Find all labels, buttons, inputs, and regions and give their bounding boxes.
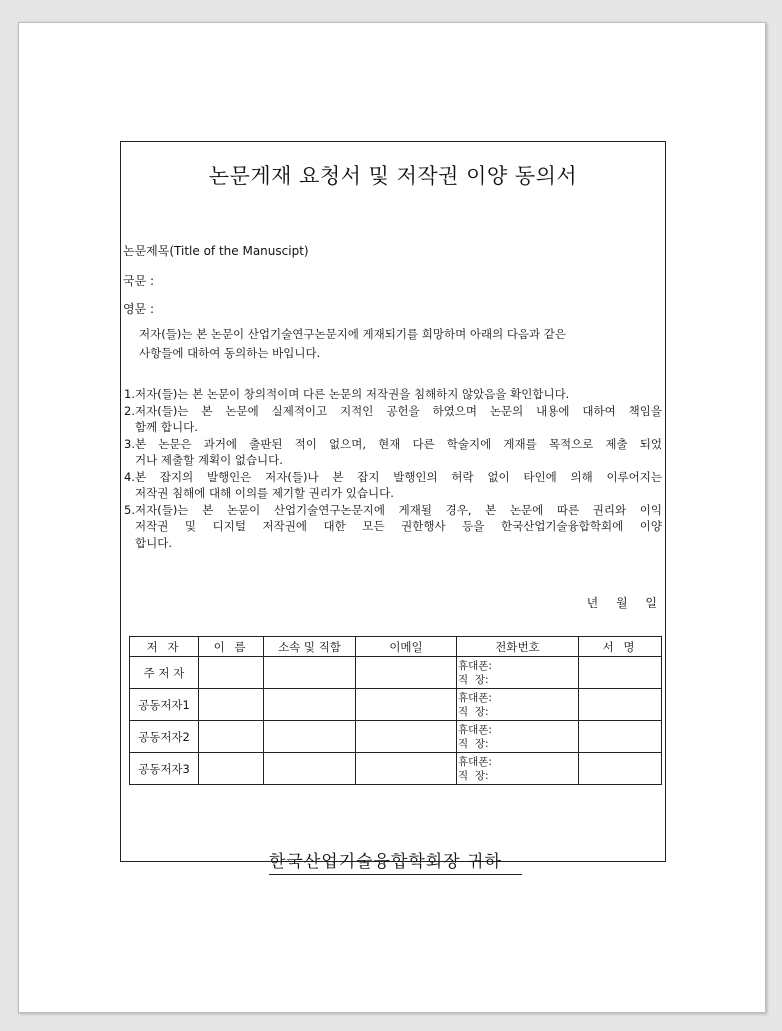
email-cell[interactable] bbox=[356, 753, 457, 785]
agreement-item bbox=[124, 436, 662, 469]
signature-cell[interactable] bbox=[579, 753, 662, 785]
column-header: 전화번호 bbox=[457, 637, 579, 657]
item-text: 거나 제출할 계획이 없습니다. bbox=[135, 453, 283, 467]
table-row bbox=[130, 753, 662, 785]
table-row bbox=[130, 721, 662, 753]
name-cell[interactable] bbox=[199, 753, 264, 785]
intro-line: 사항들에 대하여 동의하는 바입니다. bbox=[139, 346, 321, 360]
email-cell[interactable] bbox=[356, 689, 457, 721]
name-cell[interactable] bbox=[199, 657, 264, 689]
addressee-line: 한국산업기술융합학회장 귀하 bbox=[269, 847, 522, 875]
phone-cell[interactable] bbox=[457, 689, 579, 721]
mobile-label: 휴대폰: bbox=[458, 659, 492, 672]
name-cell[interactable] bbox=[199, 721, 264, 753]
column-header: 서 명 bbox=[579, 637, 662, 657]
item-text: 저작권 및 디지털 저작권에 대한 모든 권한행사 등을 한국산업기술융합학회에 이양 bbox=[135, 519, 662, 533]
item-number: 2. bbox=[124, 403, 135, 418]
agreement-list bbox=[124, 386, 662, 551]
item-number: 3. bbox=[124, 436, 135, 451]
affiliation-cell[interactable] bbox=[264, 657, 356, 689]
mobile-label: 휴대폰: bbox=[458, 723, 492, 736]
column-header: 이 름 bbox=[199, 637, 264, 657]
manuscript-title-label: 논문제목(Title of the Manuscipt) bbox=[123, 244, 309, 258]
phone-cell[interactable] bbox=[457, 657, 579, 689]
date-year-label: 년 bbox=[586, 596, 599, 610]
author-role-cell: 공동저자3 bbox=[130, 753, 199, 785]
date-month-label: 월 bbox=[615, 596, 628, 610]
item-text: 저자(들)는 본 논문에 실제적이고 지적인 공헌을 하였으며 논문의 내용에 대하여 책임을 bbox=[135, 403, 662, 418]
english-title-label: 영문 : bbox=[123, 302, 155, 316]
table-header-row bbox=[130, 637, 662, 657]
item-number: 4. bbox=[124, 469, 135, 484]
email-cell[interactable] bbox=[356, 721, 457, 753]
intro-line: 저자(들)는 본 논문이 산업기술연구논문지에 게재되기를 희망하며 아래의 다음과 같은 bbox=[139, 327, 567, 341]
agreement-item bbox=[124, 403, 662, 436]
mobile-label: 휴대폰: bbox=[458, 755, 492, 768]
office-label: 직 장: bbox=[458, 705, 489, 718]
item-text: 저자(들)는 본 논문이 산업기술연구논문지에 게재될 경우, 본 논문에 따른 권리와 이익 bbox=[135, 502, 662, 517]
korean-title-label: 국문 : bbox=[123, 274, 155, 288]
author-role-cell: 공동저자1 bbox=[130, 689, 199, 721]
item-text: 본 잡지의 발행인은 저자(들)나 본 잡지 발행인의 허락 없이 타인에 의해 이루어지는 bbox=[135, 469, 662, 484]
affiliation-cell[interactable] bbox=[264, 721, 356, 753]
office-label: 직 장: bbox=[458, 737, 489, 750]
column-header: 이메일 bbox=[356, 637, 457, 657]
signature-cell[interactable] bbox=[579, 689, 662, 721]
agreement-item bbox=[124, 502, 662, 552]
agreement-item bbox=[124, 386, 662, 403]
item-text: 합니다. bbox=[135, 535, 172, 550]
item-text: 저작권 침해에 대해 이의를 제기할 권리가 있습니다. bbox=[135, 486, 394, 500]
signature-cell[interactable] bbox=[579, 721, 662, 753]
date-line bbox=[587, 594, 657, 611]
phone-cell[interactable] bbox=[457, 753, 579, 785]
author-role-cell: 주 저 자 bbox=[130, 657, 199, 689]
agreement-item bbox=[124, 469, 662, 502]
date-day-label: 일 bbox=[645, 596, 657, 610]
item-number: 5. bbox=[124, 502, 135, 517]
affiliation-cell[interactable] bbox=[264, 689, 356, 721]
office-label: 직 장: bbox=[458, 769, 489, 782]
signature-cell[interactable] bbox=[579, 657, 662, 689]
affiliation-cell[interactable] bbox=[264, 753, 356, 785]
mobile-label: 휴대폰: bbox=[458, 691, 492, 704]
column-header: 저 자 bbox=[130, 637, 199, 657]
item-text: 함께 합니다. bbox=[135, 420, 198, 434]
column-header: 소속 및 직함 bbox=[264, 637, 356, 657]
author-role-cell: 공동저자2 bbox=[130, 721, 199, 753]
item-text: 본 논문은 과거에 출판된 적이 없으며, 현재 다른 학술지에 게재를 목적으로 제출 되었 bbox=[135, 436, 662, 451]
office-label: 직 장: bbox=[458, 673, 489, 686]
authors-table bbox=[129, 636, 662, 785]
intro-paragraph bbox=[139, 325, 647, 363]
item-number: 1. bbox=[124, 387, 135, 401]
table-row bbox=[130, 689, 662, 721]
email-cell[interactable] bbox=[356, 657, 457, 689]
phone-cell[interactable] bbox=[457, 721, 579, 753]
form-title: 논문게재 요청서 및 저작권 이양 동의서 bbox=[208, 164, 578, 188]
consent-form bbox=[120, 141, 666, 872]
table-row bbox=[130, 657, 662, 689]
item-text: 저자(들)는 본 논문이 창의적이며 다른 논문의 저작권을 침해하지 않았음을 확인합니다. bbox=[135, 387, 570, 401]
name-cell[interactable] bbox=[199, 689, 264, 721]
document-page bbox=[18, 22, 766, 1013]
